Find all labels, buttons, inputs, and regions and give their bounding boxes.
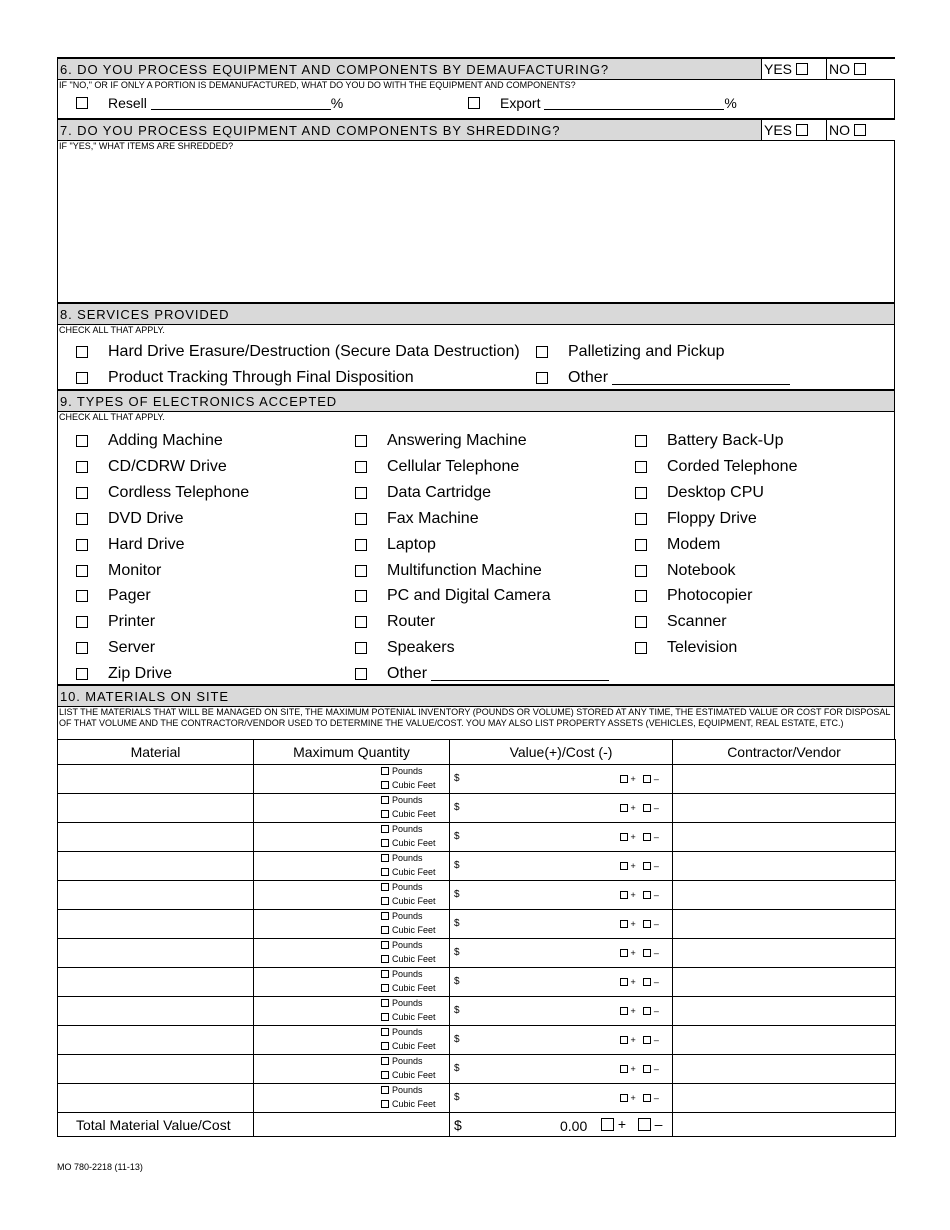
electronics-checkbox[interactable] bbox=[76, 590, 88, 602]
table-row bbox=[58, 1026, 896, 1055]
electronics-checkbox[interactable] bbox=[76, 616, 88, 628]
table-header-row bbox=[58, 740, 896, 765]
form-page bbox=[57, 57, 895, 1137]
minus-checkbox[interactable] bbox=[643, 833, 651, 841]
pounds-checkbox[interactable] bbox=[381, 1086, 389, 1094]
material-cell[interactable] bbox=[58, 1055, 254, 1084]
material-cell[interactable] bbox=[58, 939, 254, 968]
pounds-checkbox[interactable] bbox=[381, 941, 389, 949]
q7-yes-option: YES bbox=[761, 120, 827, 140]
service-other-input[interactable] bbox=[612, 371, 790, 385]
value-cell[interactable] bbox=[450, 1055, 673, 1084]
section-7-title: 7. DO YOU PROCESS EQUIPMENT AND COMPONENTS BY SHREDDING? bbox=[60, 122, 561, 138]
material-cell[interactable] bbox=[58, 1026, 254, 1055]
minus-checkbox[interactable] bbox=[643, 978, 651, 986]
plus-checkbox[interactable] bbox=[620, 1007, 628, 1015]
electronics-checkbox[interactable] bbox=[76, 435, 88, 447]
section-10-header bbox=[57, 684, 895, 707]
section-8-body bbox=[57, 325, 895, 389]
cubic-feet-checkbox[interactable] bbox=[381, 868, 389, 876]
value-cell[interactable] bbox=[450, 939, 673, 968]
electronics-checkbox[interactable] bbox=[635, 513, 647, 525]
electronics-item: Zip Drive bbox=[76, 665, 172, 683]
minus-checkbox[interactable] bbox=[643, 949, 651, 957]
quantity-cell[interactable] bbox=[254, 881, 450, 910]
q6-yes-option: YES bbox=[761, 59, 827, 79]
unit-cubic-option: Cubic Feet bbox=[381, 780, 436, 790]
plus-checkbox[interactable] bbox=[620, 978, 628, 986]
column-header-quantity: Maximum Quantity bbox=[254, 740, 450, 765]
quantity-cell[interactable] bbox=[254, 852, 450, 881]
unit-cubic-option: Cubic Feet bbox=[381, 896, 436, 906]
unit-cubic-option: Cubic Feet bbox=[381, 867, 436, 877]
sign-options: + – bbox=[620, 919, 659, 929]
value-cell[interactable] bbox=[450, 794, 673, 823]
total-value: 0.00 bbox=[560, 1118, 588, 1134]
plus-checkbox[interactable] bbox=[620, 949, 628, 957]
sign-options: + – bbox=[620, 774, 659, 784]
electronics-checkbox[interactable] bbox=[355, 565, 367, 577]
dollar-sign: $ bbox=[454, 1034, 460, 1045]
cubic-feet-checkbox[interactable] bbox=[381, 1100, 389, 1108]
electronics-item: Pager bbox=[76, 587, 151, 605]
section-9-body bbox=[57, 412, 895, 684]
electronics-item: Corded Telephone bbox=[635, 458, 797, 476]
resell-checkbox[interactable] bbox=[76, 97, 88, 109]
cubic-feet-checkbox[interactable] bbox=[381, 955, 389, 963]
dollar-sign: $ bbox=[454, 976, 460, 987]
electronics-item: Hard Drive bbox=[76, 536, 184, 554]
total-label: Total Material Value/Cost bbox=[58, 1113, 254, 1137]
cubic-feet-checkbox[interactable] bbox=[381, 1042, 389, 1050]
total-row bbox=[58, 1113, 896, 1137]
electronics-item: Printer bbox=[76, 613, 155, 631]
plus-checkbox[interactable] bbox=[620, 862, 628, 870]
section-8-header bbox=[57, 302, 895, 325]
section-10-title: 10. MATERIALS ON SITE bbox=[60, 688, 229, 704]
table-row bbox=[58, 765, 896, 794]
electronics-item: Modem bbox=[635, 536, 720, 554]
section-10-instruction-box bbox=[57, 707, 895, 739]
minus-checkbox[interactable] bbox=[643, 775, 651, 783]
sign-options: + – bbox=[620, 861, 659, 871]
electronics-checkbox[interactable] bbox=[635, 590, 647, 602]
unit-pounds-option: Pounds bbox=[381, 795, 423, 805]
value-cell[interactable] bbox=[450, 968, 673, 997]
minus-checkbox[interactable] bbox=[643, 862, 651, 870]
section-9-header bbox=[57, 389, 895, 412]
electronics-item: PC and Digital Camera bbox=[355, 587, 551, 605]
quantity-cell[interactable] bbox=[254, 968, 450, 997]
unit-pounds-option: Pounds bbox=[381, 1056, 423, 1066]
electronics-item: Data Cartridge bbox=[355, 484, 491, 502]
electronics-item: Speakers bbox=[355, 639, 455, 657]
unit-cubic-option: Cubic Feet bbox=[381, 1012, 436, 1022]
service-item-other: Other bbox=[536, 369, 790, 387]
total-sign-options: + – bbox=[601, 1116, 662, 1132]
unit-pounds-option: Pounds bbox=[381, 911, 423, 921]
table-row bbox=[58, 852, 896, 881]
electronics-item: Television bbox=[635, 639, 737, 657]
electronics-checkbox[interactable] bbox=[76, 513, 88, 525]
q9-instruction: CHECK ALL THAT APPLY. bbox=[59, 412, 165, 422]
q6-no-option: NO bbox=[826, 59, 895, 79]
q6-yes-checkbox[interactable] bbox=[796, 63, 808, 75]
q6-instruction: IF "NO," OR IF ONLY A PORTION IS DEMANUFACTURED, WHAT DO YOU DO WITH THE EQUIPMENT AND COMPONENTS? bbox=[59, 80, 576, 90]
electronics-item: DVD Drive bbox=[76, 510, 184, 528]
unit-pounds-option: Pounds bbox=[381, 882, 423, 892]
pounds-checkbox[interactable] bbox=[381, 767, 389, 775]
table-row bbox=[58, 997, 896, 1026]
unit-cubic-option: Cubic Feet bbox=[381, 983, 436, 993]
table-row bbox=[58, 910, 896, 939]
cubic-feet-checkbox[interactable] bbox=[381, 810, 389, 818]
section-6-body bbox=[57, 80, 895, 118]
electronics-checkbox[interactable] bbox=[76, 539, 88, 551]
material-cell[interactable] bbox=[58, 881, 254, 910]
vendor-cell[interactable] bbox=[673, 910, 896, 939]
electronics-item: Fax Machine bbox=[355, 510, 479, 528]
quantity-cell[interactable] bbox=[254, 997, 450, 1026]
electronics-checkbox[interactable] bbox=[76, 461, 88, 473]
material-cell[interactable] bbox=[58, 794, 254, 823]
service-item: Palletizing and Pickup bbox=[536, 343, 725, 361]
plus-checkbox[interactable] bbox=[620, 1065, 628, 1073]
electronics-checkbox[interactable] bbox=[635, 461, 647, 473]
q6-resell-field: Resell % bbox=[76, 95, 343, 111]
vendor-cell[interactable] bbox=[673, 794, 896, 823]
pounds-checkbox[interactable] bbox=[381, 999, 389, 1007]
total-dollar-sign: $ bbox=[454, 1117, 462, 1133]
sign-options: + – bbox=[620, 1064, 659, 1074]
electronics-item: Monitor bbox=[76, 562, 161, 580]
q8-instruction: CHECK ALL THAT APPLY. bbox=[59, 325, 165, 335]
plus-checkbox[interactable] bbox=[620, 1094, 628, 1102]
electronics-item: Floppy Drive bbox=[635, 510, 757, 528]
electronics-checkbox[interactable] bbox=[355, 642, 367, 654]
unit-cubic-option: Cubic Feet bbox=[381, 1099, 436, 1109]
table-row bbox=[58, 823, 896, 852]
pounds-checkbox[interactable] bbox=[381, 796, 389, 804]
electronics-checkbox[interactable] bbox=[635, 642, 647, 654]
minus-checkbox[interactable] bbox=[643, 1007, 651, 1015]
pounds-checkbox[interactable] bbox=[381, 883, 389, 891]
q7-yes-checkbox[interactable] bbox=[796, 124, 808, 136]
electronics-checkbox[interactable] bbox=[635, 616, 647, 628]
section-6-header bbox=[57, 57, 895, 80]
service-checkbox[interactable] bbox=[536, 346, 548, 358]
q7-no-option: NO bbox=[826, 120, 895, 140]
electronics-checkbox[interactable] bbox=[355, 513, 367, 525]
value-cell[interactable] bbox=[450, 823, 673, 852]
electronics-item: CD/CDRW Drive bbox=[76, 458, 227, 476]
q6-no-checkbox[interactable] bbox=[854, 63, 866, 75]
sign-options: + – bbox=[620, 1035, 659, 1045]
export-checkbox[interactable] bbox=[468, 97, 480, 109]
unit-pounds-option: Pounds bbox=[381, 766, 423, 776]
pounds-checkbox[interactable] bbox=[381, 854, 389, 862]
dollar-sign: $ bbox=[454, 1005, 460, 1016]
unit-cubic-option: Cubic Feet bbox=[381, 838, 436, 848]
electronics-checkbox[interactable] bbox=[635, 435, 647, 447]
electronics-checkbox[interactable] bbox=[355, 668, 367, 680]
vendor-cell[interactable] bbox=[673, 968, 896, 997]
electronics-item: Router bbox=[355, 613, 435, 631]
shredded-items-textarea[interactable] bbox=[57, 141, 895, 302]
unit-cubic-option: Cubic Feet bbox=[381, 925, 436, 935]
value-cell[interactable] bbox=[450, 852, 673, 881]
cubic-feet-checkbox[interactable] bbox=[381, 839, 389, 847]
service-item: Product Tracking Through Final Disposition bbox=[76, 369, 414, 387]
electronics-item: Scanner bbox=[635, 613, 727, 631]
electronics-item: Desktop CPU bbox=[635, 484, 764, 502]
plus-checkbox[interactable] bbox=[620, 804, 628, 812]
vendor-cell[interactable] bbox=[673, 1026, 896, 1055]
electronics-checkbox[interactable] bbox=[355, 435, 367, 447]
electronics-checkbox[interactable] bbox=[355, 487, 367, 499]
unit-pounds-option: Pounds bbox=[381, 824, 423, 834]
q7-no-checkbox[interactable] bbox=[854, 124, 866, 136]
pounds-checkbox[interactable] bbox=[381, 825, 389, 833]
quantity-cell[interactable] bbox=[254, 765, 450, 794]
sign-options: + – bbox=[620, 803, 659, 813]
electronics-checkbox[interactable] bbox=[76, 487, 88, 499]
section-7-header bbox=[57, 118, 895, 141]
plus-checkbox[interactable] bbox=[620, 833, 628, 841]
value-cell[interactable] bbox=[450, 1084, 673, 1113]
total-value-cell bbox=[450, 1113, 673, 1137]
table-row bbox=[58, 1084, 896, 1113]
service-checkbox[interactable] bbox=[76, 372, 88, 384]
materials-table bbox=[57, 739, 896, 1137]
section-9-title: 9. TYPES OF ELECTRONICS ACCEPTED bbox=[60, 393, 338, 409]
minus-checkbox[interactable] bbox=[643, 1094, 651, 1102]
quantity-cell[interactable] bbox=[254, 910, 450, 939]
vendor-cell[interactable] bbox=[673, 765, 896, 794]
table-row bbox=[58, 794, 896, 823]
column-header-vendor: Contractor/Vendor bbox=[673, 740, 896, 765]
value-cell[interactable] bbox=[450, 1026, 673, 1055]
service-item: Hard Drive Erasure/Destruction (Secure Data Destruction) bbox=[76, 343, 520, 361]
column-header-value: Value(+)/Cost (-) bbox=[450, 740, 673, 765]
form-number: MO 780-2218 (11-13) bbox=[57, 1162, 143, 1172]
electronics-item: Laptop bbox=[355, 536, 436, 554]
electronics-checkbox[interactable] bbox=[76, 642, 88, 654]
plus-checkbox[interactable] bbox=[620, 775, 628, 783]
cubic-feet-checkbox[interactable] bbox=[381, 1071, 389, 1079]
unit-pounds-option: Pounds bbox=[381, 969, 423, 979]
sign-options: + – bbox=[620, 977, 659, 987]
minus-checkbox[interactable] bbox=[643, 804, 651, 812]
plus-checkbox[interactable] bbox=[620, 891, 628, 899]
quantity-cell[interactable] bbox=[254, 794, 450, 823]
plus-checkbox[interactable] bbox=[620, 920, 628, 928]
material-cell[interactable] bbox=[58, 765, 254, 794]
unit-pounds-option: Pounds bbox=[381, 853, 423, 863]
sign-options: + – bbox=[620, 1093, 659, 1103]
electronics-other-input[interactable] bbox=[431, 667, 609, 681]
electronics-item: Cordless Telephone bbox=[76, 484, 249, 502]
vendor-cell[interactable] bbox=[673, 823, 896, 852]
cubic-feet-checkbox[interactable] bbox=[381, 926, 389, 934]
electronics-item: Server bbox=[76, 639, 155, 657]
table-row bbox=[58, 1055, 896, 1084]
quantity-cell[interactable] bbox=[254, 1084, 450, 1113]
electronics-item: Notebook bbox=[635, 562, 736, 580]
export-percent-input[interactable] bbox=[544, 96, 724, 110]
material-cell[interactable] bbox=[58, 823, 254, 852]
unit-cubic-option: Cubic Feet bbox=[381, 809, 436, 819]
resell-percent-input[interactable] bbox=[151, 96, 331, 110]
electronics-item: Adding Machine bbox=[76, 432, 223, 450]
unit-cubic-option: Cubic Feet bbox=[381, 1070, 436, 1080]
material-cell[interactable] bbox=[58, 968, 254, 997]
vendor-cell[interactable] bbox=[673, 1084, 896, 1113]
minus-checkbox[interactable] bbox=[643, 891, 651, 899]
minus-checkbox[interactable] bbox=[643, 1036, 651, 1044]
vendor-cell[interactable] bbox=[673, 852, 896, 881]
vendor-cell[interactable] bbox=[673, 939, 896, 968]
dollar-sign: $ bbox=[454, 1092, 460, 1103]
electronics-checkbox[interactable] bbox=[355, 616, 367, 628]
table-row bbox=[58, 881, 896, 910]
quantity-cell[interactable] bbox=[254, 1055, 450, 1084]
dollar-sign: $ bbox=[454, 1063, 460, 1074]
unit-pounds-option: Pounds bbox=[381, 940, 423, 950]
column-header-material: Material bbox=[58, 740, 254, 765]
value-cell[interactable] bbox=[450, 910, 673, 939]
pounds-checkbox[interactable] bbox=[381, 1028, 389, 1036]
q7-instruction: IF "YES," WHAT ITEMS ARE SHREDDED? bbox=[59, 141, 234, 151]
total-minus-checkbox[interactable] bbox=[638, 1118, 651, 1131]
sign-options: + – bbox=[620, 832, 659, 842]
cubic-feet-checkbox[interactable] bbox=[381, 781, 389, 789]
material-cell[interactable] bbox=[58, 1084, 254, 1113]
cubic-feet-checkbox[interactable] bbox=[381, 1013, 389, 1021]
vendor-cell[interactable] bbox=[673, 881, 896, 910]
vendor-cell[interactable] bbox=[673, 997, 896, 1026]
unit-pounds-option: Pounds bbox=[381, 1027, 423, 1037]
cubic-feet-checkbox[interactable] bbox=[381, 984, 389, 992]
total-quantity-cell bbox=[254, 1113, 450, 1137]
material-cell[interactable] bbox=[58, 852, 254, 881]
value-cell[interactable] bbox=[450, 765, 673, 794]
value-cell[interactable] bbox=[450, 881, 673, 910]
electronics-item: Answering Machine bbox=[355, 432, 527, 450]
electronics-checkbox[interactable] bbox=[355, 590, 367, 602]
electronics-checkbox[interactable] bbox=[635, 565, 647, 577]
electronics-checkbox[interactable] bbox=[76, 668, 88, 680]
cubic-feet-checkbox[interactable] bbox=[381, 897, 389, 905]
material-cell[interactable] bbox=[58, 997, 254, 1026]
section-8-title: 8. SERVICES PROVIDED bbox=[60, 306, 230, 322]
unit-pounds-option: Pounds bbox=[381, 998, 423, 1008]
minus-checkbox[interactable] bbox=[643, 1065, 651, 1073]
q10-instruction: LIST THE MATERIALS THAT WILL BE MANAGED ON SITE, THE MAXIMUM POTENIAL INVENTORY (POUNDS OR VOLUME) STORED AT ANY TIME, THE ESTIMATED VALUE OR COST FOR DISPOSAL OF THAT VOLUME AND THE CONTRACTOR/VENDOR USED TO DETERMINE THE VALUE/COST. YOU MAY ALSO LIST PROPERTY ASSETS (VEHICLES, EQUIPMENT, REAL ESTATE, ETC.) bbox=[59, 707, 891, 728]
dollar-sign: $ bbox=[454, 947, 460, 958]
dollar-sign: $ bbox=[454, 918, 460, 929]
pounds-checkbox[interactable] bbox=[381, 912, 389, 920]
total-plus-checkbox[interactable] bbox=[601, 1118, 614, 1131]
electronics-item: Battery Back-Up bbox=[635, 432, 783, 450]
sign-options: + – bbox=[620, 1006, 659, 1016]
electronics-checkbox[interactable] bbox=[355, 539, 367, 551]
electronics-item: Multifunction Machine bbox=[355, 562, 542, 580]
dollar-sign: $ bbox=[454, 802, 460, 813]
electronics-checkbox[interactable] bbox=[635, 487, 647, 499]
plus-checkbox[interactable] bbox=[620, 1036, 628, 1044]
service-checkbox[interactable] bbox=[76, 346, 88, 358]
electronics-item: Cellular Telephone bbox=[355, 458, 519, 476]
quantity-cell[interactable] bbox=[254, 823, 450, 852]
unit-cubic-option: Cubic Feet bbox=[381, 1041, 436, 1051]
pounds-checkbox[interactable] bbox=[381, 1057, 389, 1065]
electronics-checkbox[interactable] bbox=[355, 461, 367, 473]
dollar-sign: $ bbox=[454, 860, 460, 871]
pounds-checkbox[interactable] bbox=[381, 970, 389, 978]
sign-options: + – bbox=[620, 948, 659, 958]
electronics-item: Photocopier bbox=[635, 587, 752, 605]
table-row bbox=[58, 939, 896, 968]
section-6-title: 6. DO YOU PROCESS EQUIPMENT AND COMPONENTS BY DEMAUFACTURING? bbox=[60, 61, 609, 77]
table-row bbox=[58, 968, 896, 997]
electronics-checkbox[interactable] bbox=[635, 539, 647, 551]
service-checkbox[interactable] bbox=[536, 372, 548, 384]
dollar-sign: $ bbox=[454, 831, 460, 842]
quantity-cell[interactable] bbox=[254, 1026, 450, 1055]
total-vendor-cell bbox=[673, 1113, 896, 1137]
dollar-sign: $ bbox=[454, 889, 460, 900]
minus-checkbox[interactable] bbox=[643, 920, 651, 928]
sign-options: + – bbox=[620, 890, 659, 900]
electronics-item: Other bbox=[355, 665, 609, 683]
material-cell[interactable] bbox=[58, 910, 254, 939]
unit-pounds-option: Pounds bbox=[381, 1085, 423, 1095]
value-cell[interactable] bbox=[450, 997, 673, 1026]
vendor-cell[interactable] bbox=[673, 1055, 896, 1084]
unit-cubic-option: Cubic Feet bbox=[381, 954, 436, 964]
quantity-cell[interactable] bbox=[254, 939, 450, 968]
electronics-checkbox[interactable] bbox=[76, 565, 88, 577]
q6-export-field: Export % bbox=[468, 95, 737, 111]
dollar-sign: $ bbox=[454, 773, 460, 784]
